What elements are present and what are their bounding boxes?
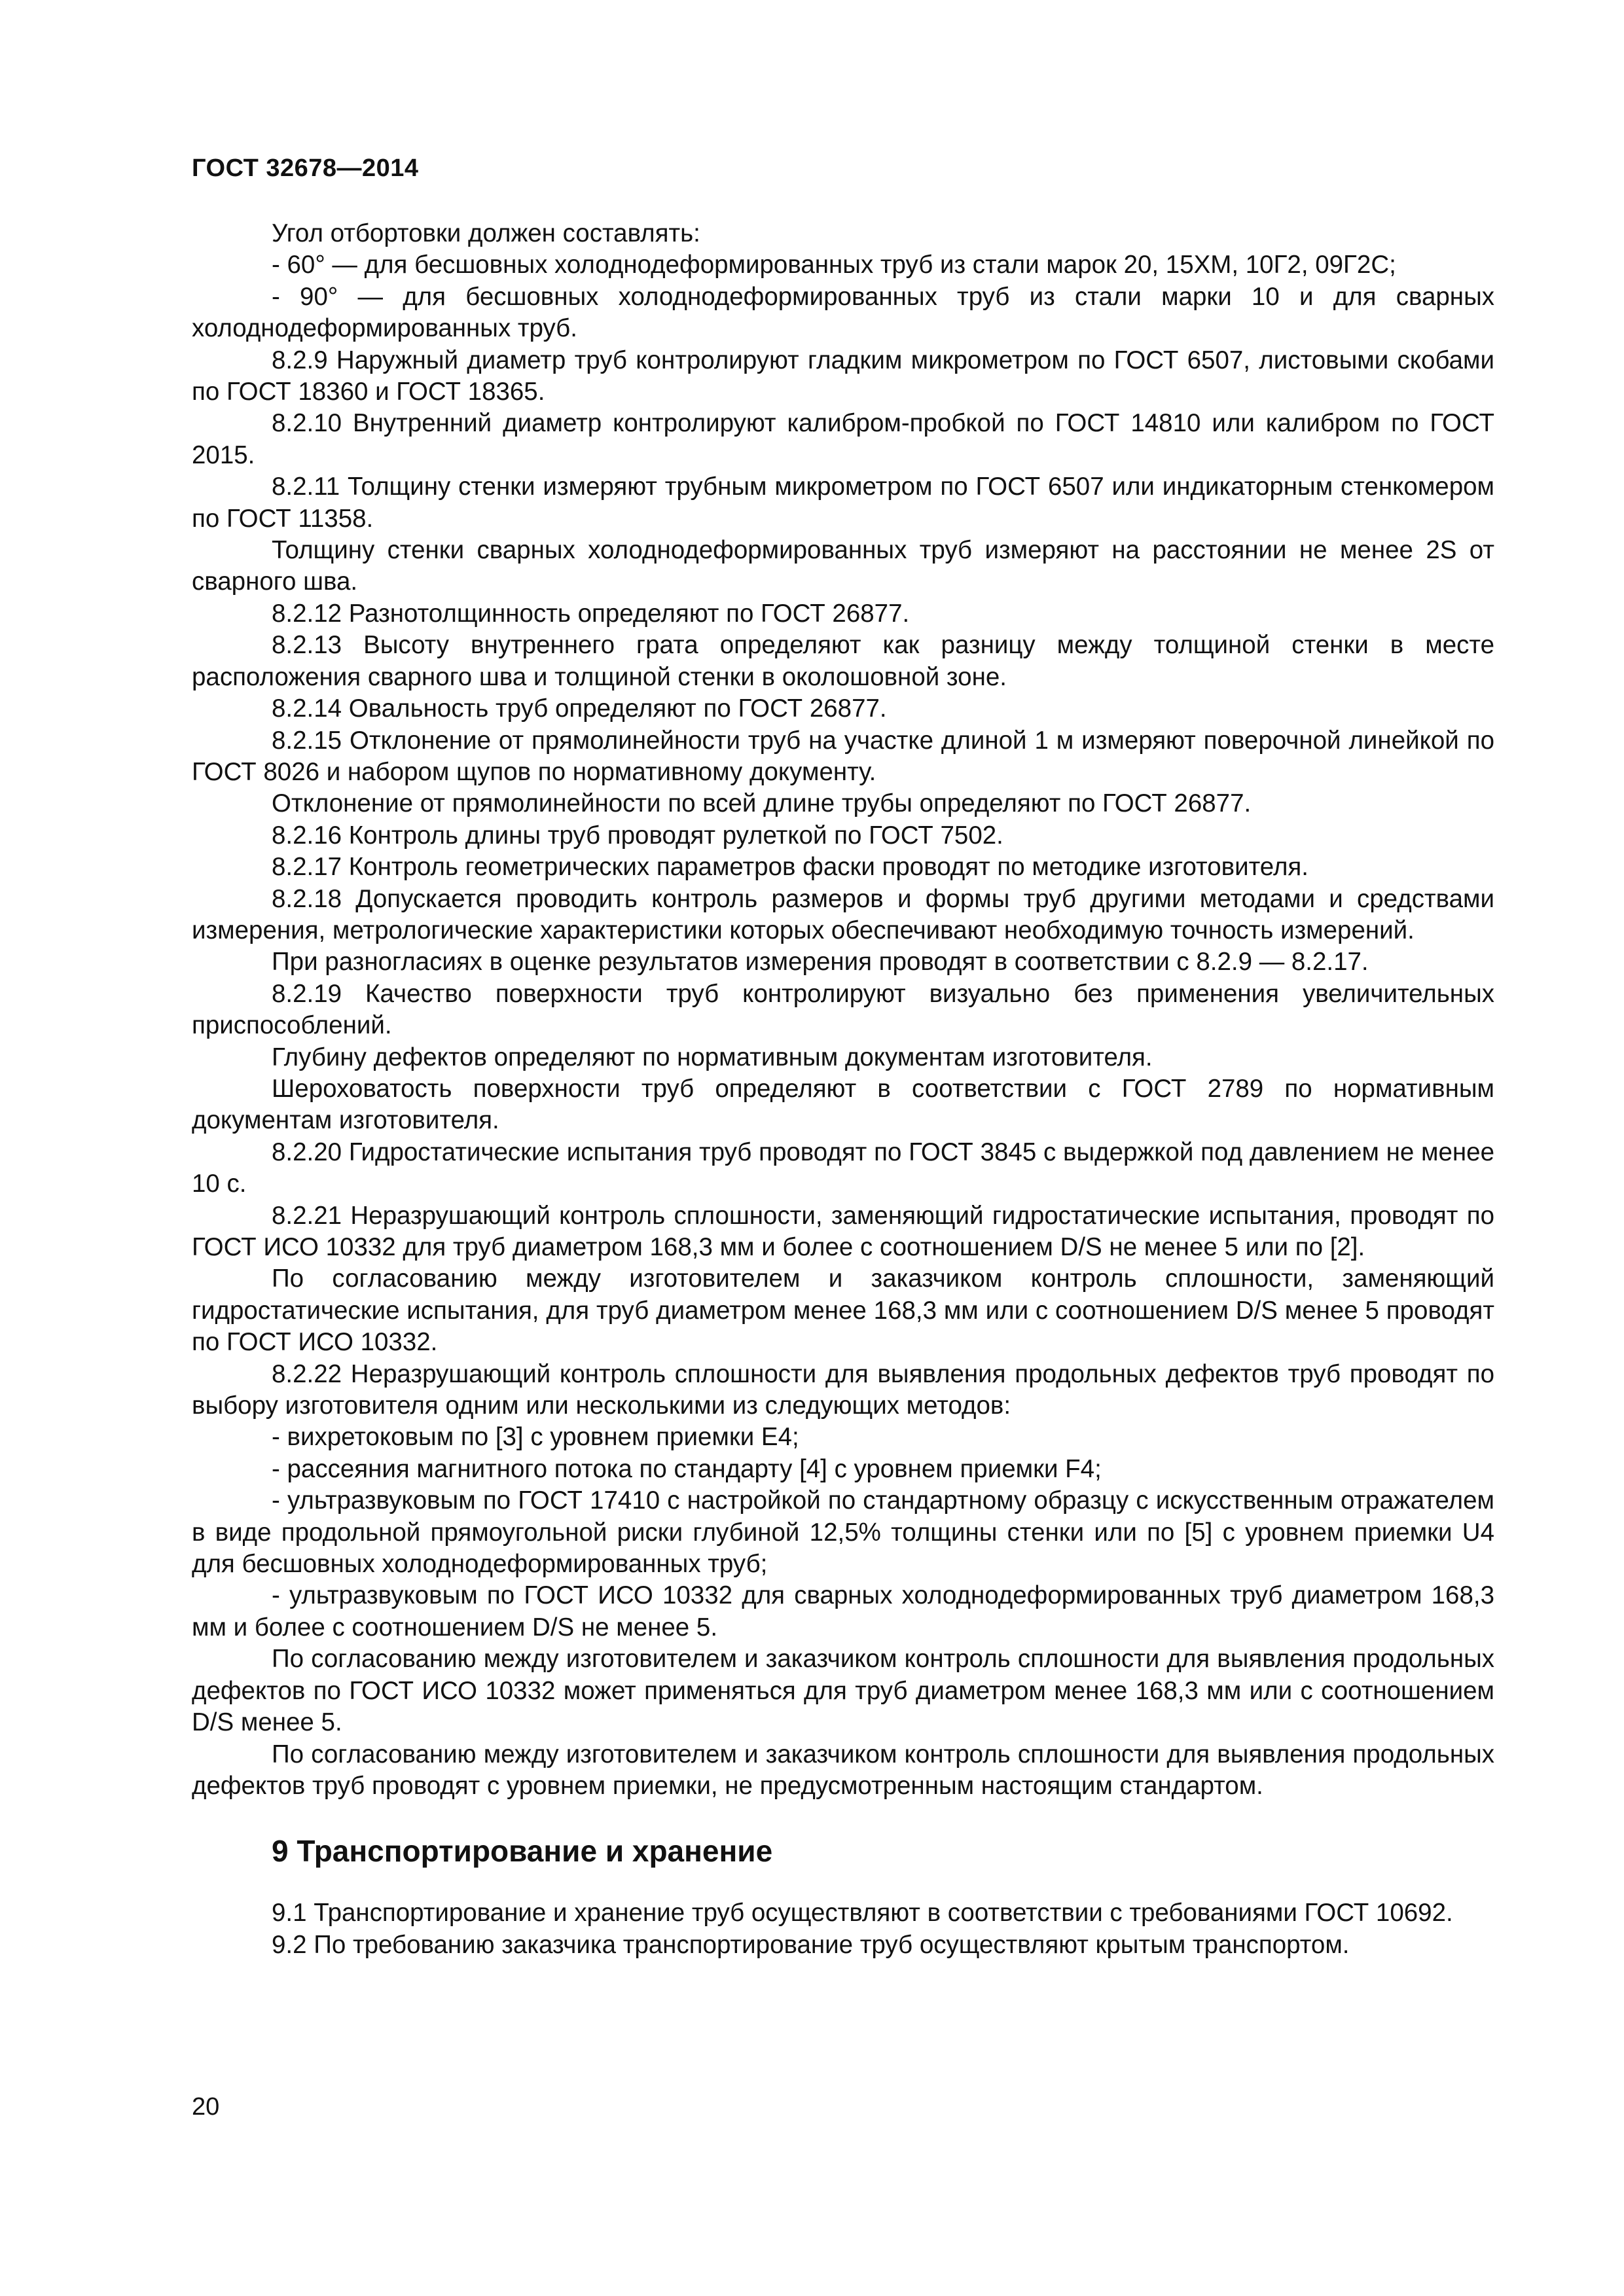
document-body xyxy=(192,218,1494,1961)
paragraph: 8.2.18 Допускается проводить контроль размеров и формы труб другими методами и средствами измерения, метрологические характеристики которых обеспечивают необходимую точность измерений. xyxy=(192,884,1494,944)
paragraph: 8.2.15 Отклонение от прямолинейности труб на участке длиной 1 м измеряют поверочной линейкой по ГОСТ 8026 и набором щупов по нормативному документу. xyxy=(192,726,1494,786)
paragraph: 8.2.16 Контроль длины труб проводят рулеткой по ГОСТ 7502. xyxy=(272,821,1003,850)
paragraph: 8.2.10 Внутренний диаметр контролируют калибром-пробкой по ГОСТ 14810 или калибром по ГОСТ 2015. xyxy=(192,409,1494,469)
paragraph: 8.2.14 Овальность труб определяют по ГОСТ 26877. xyxy=(272,694,887,723)
document-header: ГОСТ 32678—2014 xyxy=(192,154,419,182)
paragraph: Шероховатость поверхности труб определяют в соответствии с ГОСТ 2789 по нормативным документам изготовителя. xyxy=(192,1074,1494,1135)
paragraph: Угол отбортовки должен составлять: xyxy=(272,219,700,247)
paragraph: При разногласиях в оценке результатов измерения проводят в соответствии с 8.2.9 — 8.2.17. xyxy=(272,948,1369,977)
paragraph: 8.2.20 Гидростатические испытания труб проводят по ГОСТ 3845 с выдержкой под давлением не менее 10 с. xyxy=(192,1138,1494,1198)
paragraph: 8.2.13 Высоту внутреннего грата определяют как разницу между толщиной стенки в месте расположения сварного шва и толщиной стенки в околошовной зоне. xyxy=(192,631,1494,691)
paragraph: Отклонение от прямолинейности по всей длине трубы определяют по ГОСТ 26877. xyxy=(272,789,1252,818)
paragraph: 8.2.9 Наружный диаметр труб контролируют гладким микрометром по ГОСТ 6507, листовыми скобами по ГОСТ 18360 и ГОСТ 18365. xyxy=(192,346,1494,406)
list-item: - ультразвуковым по ГОСТ 17410 с настройкой по стандартному образцу с искусственным отражателем в виде продольной прямоугольной риски глубиной 12,5% толщины стенки или по [5] с уровнем приемки U4 для бесшовных холоднодеформированных труб; xyxy=(192,1486,1494,1579)
list-item: - вихретоковым по [3] с уровнем приемки Е4; xyxy=(272,1423,799,1452)
paragraph: Толщину стенки сварных холоднодеформированных труб измеряют на расстоянии не менее 2S от сварного шва. xyxy=(192,536,1494,596)
page-number: 20 xyxy=(192,2093,220,2121)
paragraph: 8.2.12 Разнотолщинность определяют по ГОСТ 26877. xyxy=(272,599,910,628)
paragraph: 8.2.17 Контроль геометрических параметров фаски проводят по методике изготовителя. xyxy=(272,853,1308,882)
paragraph: 8.2.11 Толщину стенки измеряют трубным микрометром по ГОСТ 6507 или индикаторным стенкомером по ГОСТ 11358. xyxy=(192,473,1494,533)
paragraph: 8.2.21 Неразрушающий контроль сплошности, заменяющий гидростатические испытания, проводят по ГОСТ ИСО 10332 для труб диаметром 168,3 мм и более с соотношением D/S не менее 5 или по [2]. xyxy=(192,1201,1494,1261)
paragraph: 9.2 По требованию заказчика транспортирование труб осуществляют крытым транспортом. xyxy=(272,1930,1350,1959)
paragraph: По согласованию между изготовителем и заказчиком контроль сплошности для выявления продольных дефектов по ГОСТ ИСО 10332 может применяться для труб диаметром менее 168,3 мм или с соотношением D/S менее 5. xyxy=(192,1645,1494,1737)
list-item: - ультразвуковым по ГОСТ ИСО 10332 для сварных холоднодеформированных труб диаметром 168,3 мм и более с соотношением D/S не менее 5. xyxy=(192,1581,1494,1641)
paragraph: Глубину дефектов определяют по нормативным документам изготовителя. xyxy=(272,1043,1153,1071)
list-item: - 90° — для бесшовных холоднодеформированных труб из стали марки 10 и для сварных холоднодеформированных труб. xyxy=(192,282,1494,343)
section-heading: 9 Транспортирование и хранение xyxy=(272,1834,773,1869)
list-item: - рассеяния магнитного потока по стандарту [4] с уровнем приемки F4; xyxy=(272,1454,1102,1483)
list-item: - 60° — для бесшовных холоднодеформированных труб из стали марок 20, 15ХМ, 10Г2, 09Г2С; xyxy=(272,251,1396,279)
paragraph: 8.2.19 Качество поверхности труб контролируют визуально без применения увеличительных приспособлений. xyxy=(192,979,1494,1040)
paragraph: 9.1 Транспортирование и хранение труб осуществляют в соответствии с требованиями ГОСТ 10692. xyxy=(272,1899,1453,1928)
paragraph: 8.2.22 Неразрушающий контроль сплошности для выявления продольных дефектов труб проводят по выбору изготовителя одним или несколькими из следующих методов: xyxy=(192,1359,1494,1420)
paragraph: По согласованию между изготовителем и заказчиком контроль сплошности, заменяющий гидростатические испытания, для труб диаметром менее 168,3 мм или с соотношением D/S менее 5 проводят по ГОСТ ИСО 10332. xyxy=(192,1265,1494,1357)
paragraph: По согласованию между изготовителем и заказчиком контроль сплошности для выявления продольных дефектов труб проводят с уровнем приемки, не предусмотренным настоящим стандартом. xyxy=(192,1740,1494,1800)
